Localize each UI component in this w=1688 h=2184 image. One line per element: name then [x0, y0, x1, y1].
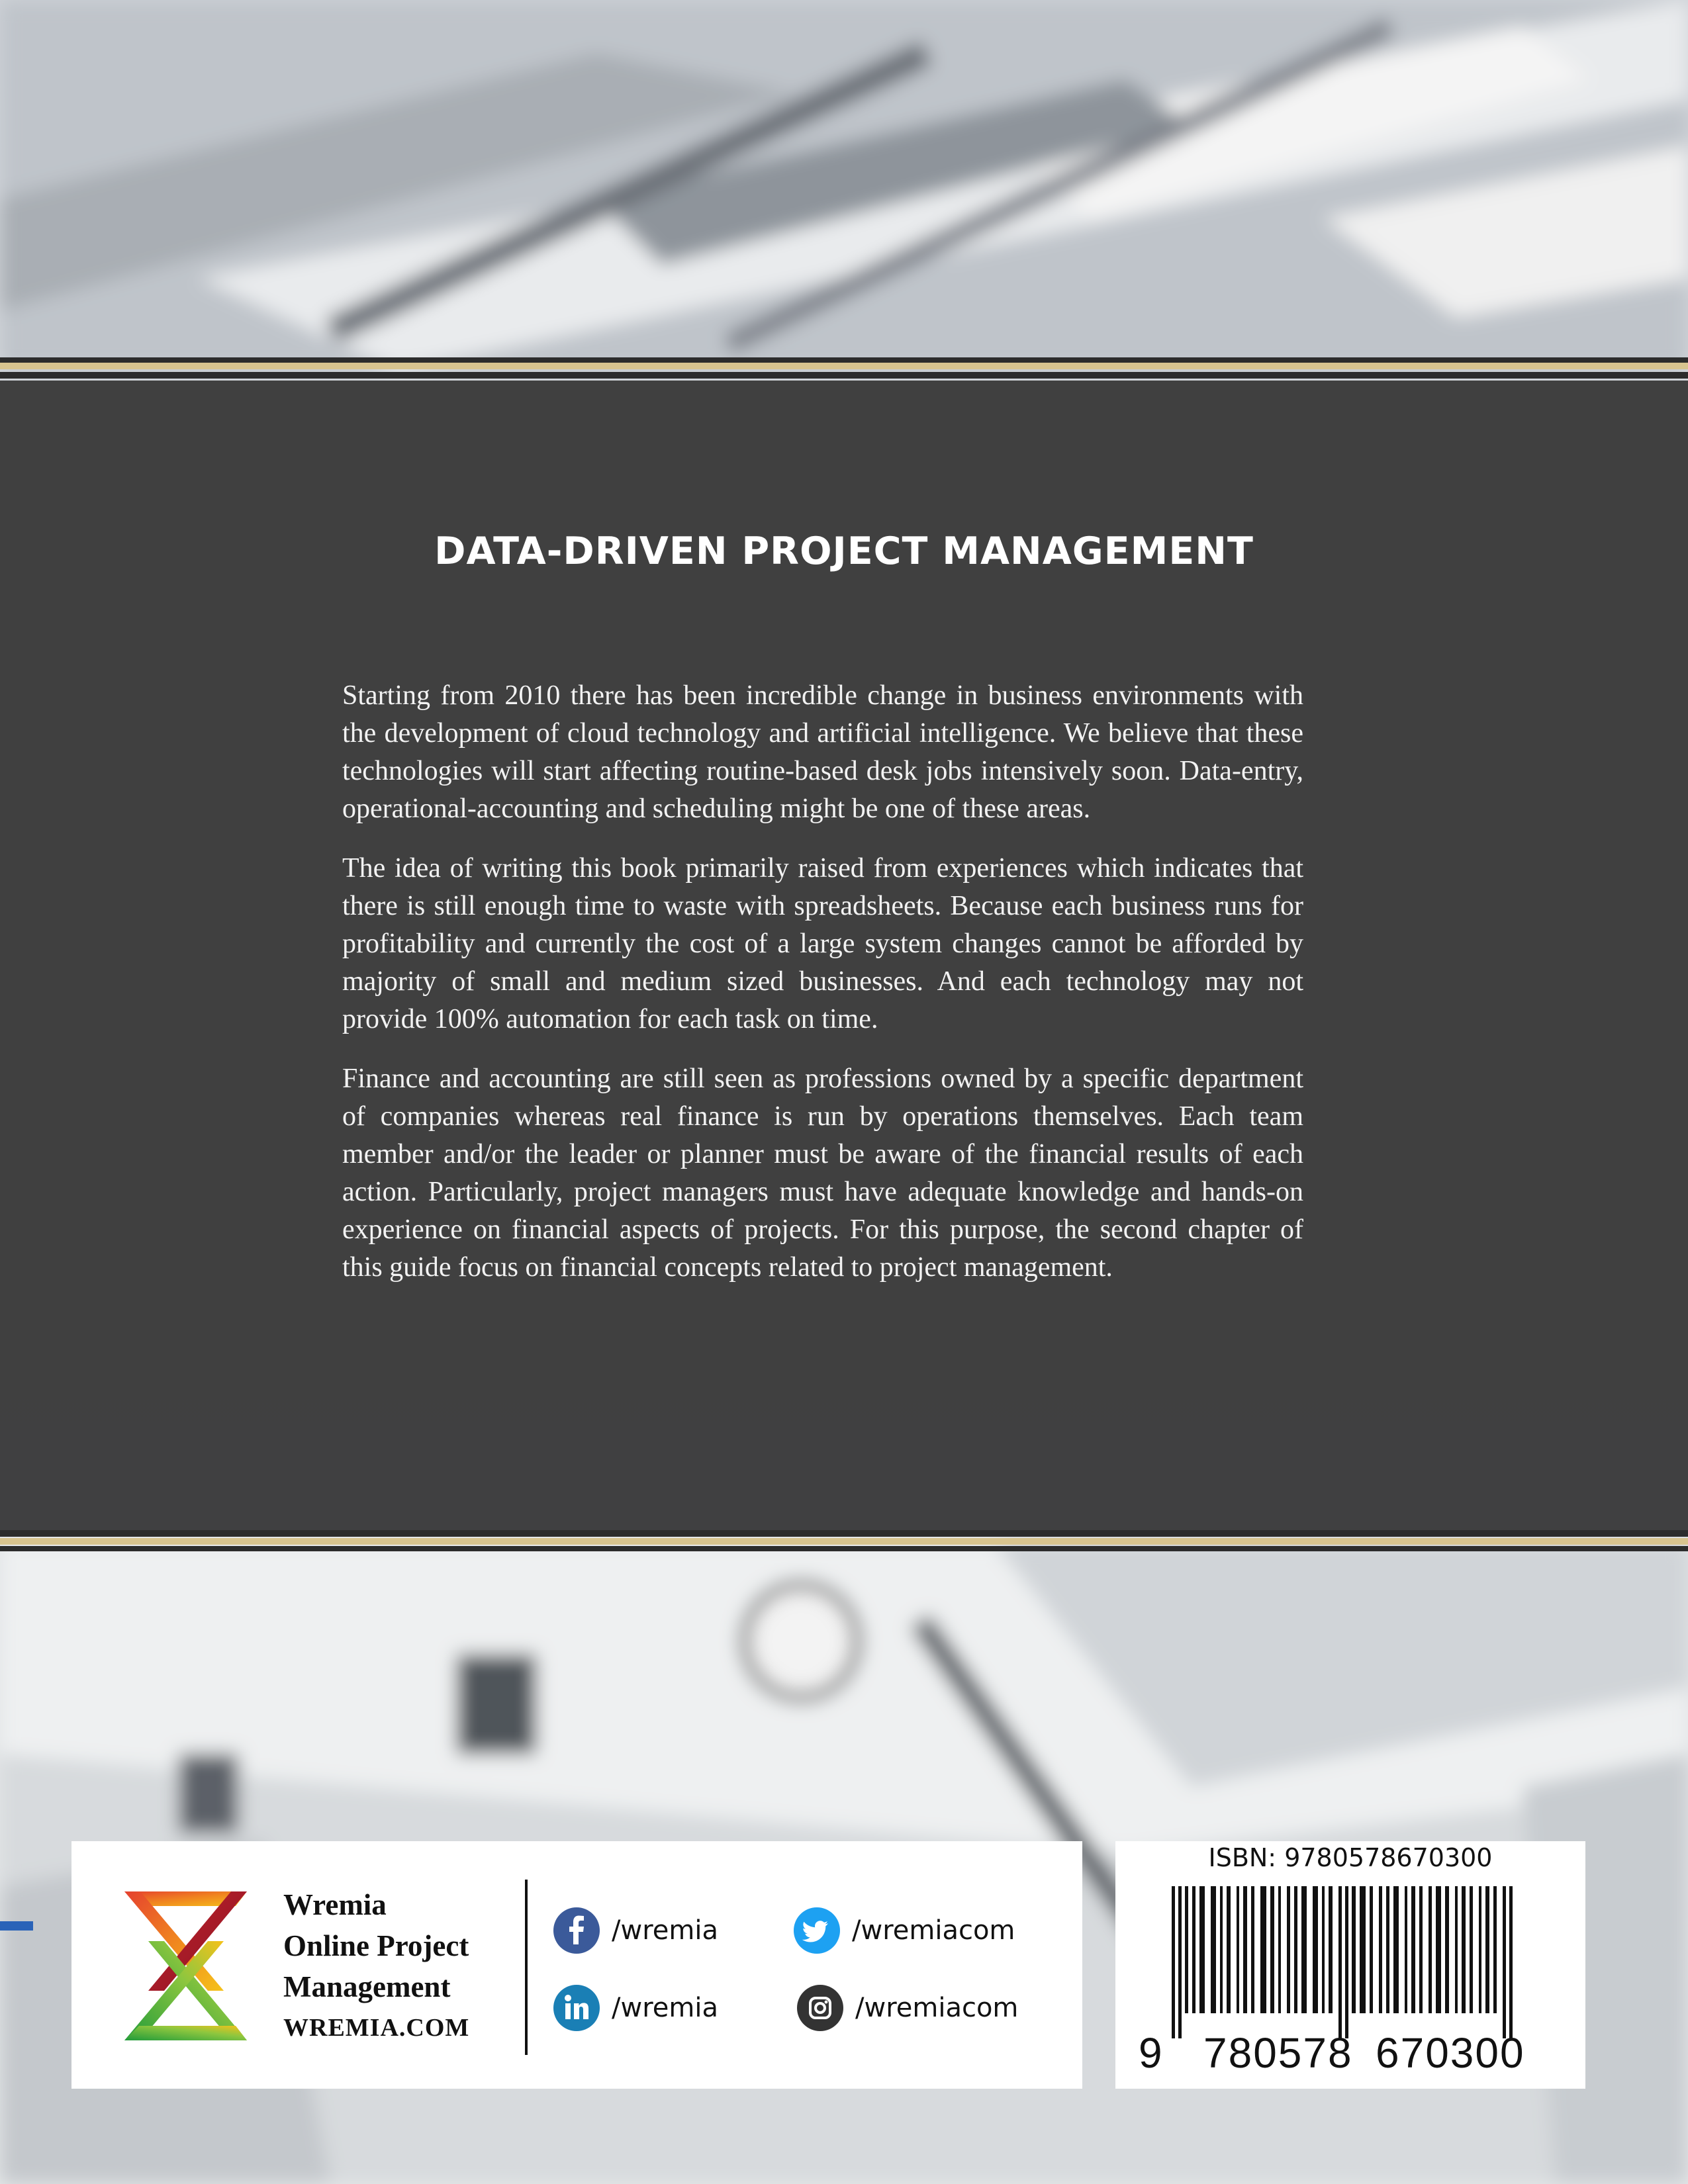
- barcode: [1172, 1886, 1582, 2038]
- linkedin-icon: [553, 1985, 600, 2031]
- barcode-bar: [1322, 1886, 1325, 2013]
- twitter-icon: [794, 1907, 840, 1954]
- blurb-paragraph-1: Starting from 2010 there has been incredible change in business environments with the development of cloud technology and artificial intelligence. We believe that these technologies will start affecting routine-based desk jobs intensively soon. Data-entry, operational-accounting and scheduling might be one of these areas.: [342, 680, 1303, 824]
- facebook-icon: [553, 1907, 600, 1954]
- barcode-bar: [1287, 1886, 1290, 2013]
- instagram-link[interactable]: [797, 1985, 1018, 2031]
- publisher-name-line-1: Wremia: [283, 1888, 387, 1921]
- barcode-bar: [1493, 1886, 1497, 2013]
- barcode-bar: [1393, 1886, 1399, 2013]
- blurb-paragraph-3: Finance and accounting are still seen as professions owned by a specific department of companies whereas real finance is run by operations themselves. Each team member and/or the leader or planner must be aware of the financial results of each action. Particularly, project managers must have adequate knowledge and hands-on experience on financial aspects of projects. For this purpose, the second chapter of this guide focus on financial concepts related to project management.: [342, 1064, 1303, 1283]
- barcode-bar: [1485, 1886, 1489, 2013]
- book-title: DATA-DRIVEN PROJECT MANAGEMENT: [434, 529, 1254, 573]
- twitter-link[interactable]: [794, 1907, 1015, 1954]
- barcode-bar: [1227, 1886, 1231, 2013]
- isbn-label: ISBN: 9780578670300: [1208, 1843, 1493, 1872]
- barcode-bar: [1260, 1886, 1266, 2013]
- barcode-bar: [1360, 1886, 1366, 2013]
- barcode-bar: [1301, 1886, 1307, 2013]
- barcode-bar: [1405, 1886, 1407, 2013]
- barcode-digit-group-2: 670300: [1376, 2029, 1525, 2077]
- bottom-rule-dark: [0, 1530, 1688, 1537]
- barcode-bar: [1172, 1886, 1175, 2038]
- barcode-bar: [1329, 1886, 1333, 2013]
- barcode-bar: [1429, 1886, 1432, 2013]
- instagram-icon: [797, 1985, 843, 2031]
- barcode-bar: [1379, 1886, 1382, 2013]
- publisher-name-line-2: Online Project: [283, 1929, 469, 1962]
- instagram-handle: /wremiacom: [855, 1993, 1019, 2023]
- barcode-bar: [1338, 1886, 1342, 2038]
- barcode-bar: [1243, 1886, 1247, 2013]
- barcode-bar: [1436, 1886, 1441, 2013]
- facebook-link[interactable]: [553, 1907, 718, 1954]
- barcode-bar: [1445, 1886, 1449, 2013]
- top-rule-dark: [0, 357, 1688, 363]
- barcode-bar: [1419, 1886, 1423, 2013]
- bottom-rule-dark-2: [0, 1546, 1688, 1551]
- barcode-digit-group-1: 780578: [1203, 2029, 1353, 2077]
- top-rule-dark-2: [0, 372, 1688, 379]
- barcode-bar: [1479, 1886, 1481, 2013]
- barcode-bar: [1192, 1886, 1196, 2013]
- blurb: [342, 677, 1303, 1308]
- barcode-bar: [1178, 1886, 1182, 2038]
- barcode-bar: [1294, 1886, 1297, 2013]
- barcode-bar: [1220, 1886, 1223, 2013]
- top-rule-gold: [0, 363, 1688, 369]
- barcode-bar: [1411, 1886, 1415, 2013]
- publisher-name: [283, 1884, 469, 2048]
- barcode-bar: [1199, 1886, 1205, 2013]
- barcode-digit-first: 9: [1139, 2029, 1162, 2077]
- barcode-bar: [1278, 1886, 1281, 2013]
- publisher-name-line-3: Management: [283, 1970, 451, 2003]
- barcode-bar: [1211, 1886, 1216, 2013]
- facebook-handle: /wremia: [612, 1915, 718, 1946]
- barcode-bar: [1352, 1886, 1356, 2013]
- barcode-bar: [1386, 1886, 1389, 2013]
- blurb-paragraph-2: The idea of writing this book primarily raised from experiences which indicates that there is still enough time to waste with spreadsheets. Because each business runs for profitability and currently the cost of a large system changes cannot be afforded by majority of small and medium sized businesses. And each technology may not provide 100% automation for each task on time.: [342, 853, 1303, 1034]
- barcode-bar: [1370, 1886, 1373, 2013]
- barcode-bar: [1470, 1886, 1473, 2013]
- barcode-bar: [1503, 1886, 1506, 2038]
- publisher-website[interactable]: WREMIA.COM: [283, 2014, 470, 2042]
- barcode-bar: [1345, 1886, 1348, 2038]
- twitter-handle: /wremiacom: [852, 1915, 1015, 1946]
- barcode-bar: [1237, 1886, 1239, 2013]
- linkedin-link[interactable]: [553, 1985, 718, 2031]
- barcode-bar: [1509, 1886, 1513, 2038]
- barcode-bar: [1270, 1886, 1274, 2013]
- barcode-bar: [1462, 1886, 1466, 2013]
- barcode-bar: [1251, 1886, 1254, 2013]
- barcode-bar: [1455, 1886, 1458, 2013]
- barcode-bar: [1313, 1886, 1318, 2013]
- barcode-bar: [1185, 1886, 1188, 2013]
- card-divider: [525, 1880, 528, 2055]
- hourglass-logo-icon: [124, 1891, 247, 2040]
- linkedin-handle: /wremia: [612, 1993, 718, 2023]
- bottom-rule-gold: [0, 1538, 1688, 1545]
- edge-marker: [0, 1921, 33, 1931]
